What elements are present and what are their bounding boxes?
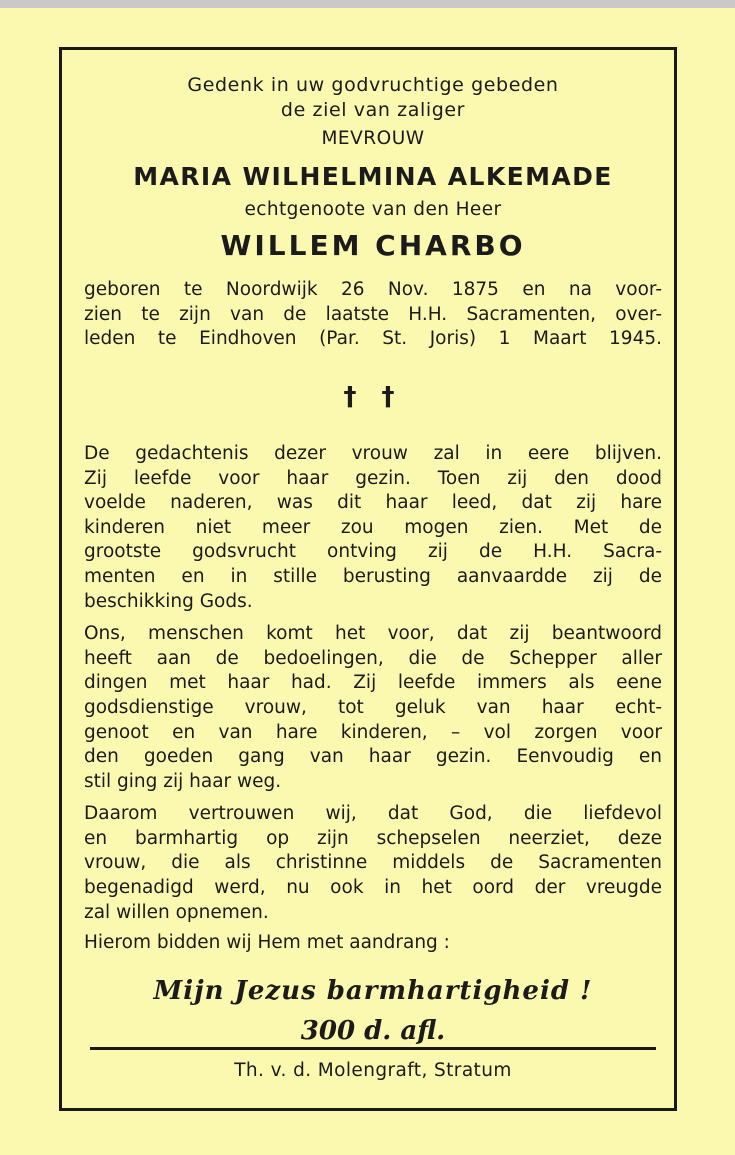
text-line: vrouw, die als christinne middels de Sacramenten (84, 852, 662, 874)
intro-line-1: Gedenk in uw godvruchtige gebeden (187, 74, 559, 96)
honorific-title: MEVROUW (321, 128, 425, 149)
intro-line-2: de ziel van zaliger (280, 99, 466, 121)
ejaculation-prayer: Mijn Jezus barmhartigheid ! (153, 975, 593, 1006)
spouse-intro: echtgenoote van den Heer (244, 198, 502, 220)
text-line: beschikking Gods. (84, 590, 253, 612)
deceased-name: MARIA WILHELMINA ALKEMADE (133, 161, 613, 191)
divider-rule (90, 1047, 656, 1050)
text-line: den goeden gang van haar gezin. Eenvoudig en (84, 746, 662, 768)
intro-text (84, 73, 662, 123)
card-content (84, 73, 662, 1048)
printer-credit: Th. v. d. Molengraft, Stratum (234, 1060, 512, 1081)
bio-line: zien te zijn van de laatste H.H. Sacramenten, over- (84, 303, 662, 325)
text-line: godsdienstige vrouw, tot geluk van haar echt- (84, 696, 662, 718)
top-edge-strip (0, 0, 735, 8)
text-line: zal willen opnemen. (84, 901, 269, 923)
bio-line: leden te Eindhoven (Par. St. Joris) 1 Maart 1945. (84, 328, 662, 350)
text-line: en barmhartig op zijn schepselen neerziet, deze (84, 827, 662, 849)
text-line: Zij leefde voor haar gezin. Toen zij den dood (84, 467, 662, 489)
text-line: genoot en van hare kinderen, – vol zorgen voor (84, 721, 662, 743)
text-line: De gedachtenis dezer vrouw zal in eere blijven. (84, 442, 662, 464)
text-line: Daarom vertrouwen wij, dat God, die liefdevol (84, 803, 662, 825)
paragraph-1 (84, 442, 662, 614)
text-line: menten en in stille berusting aanvaardde zij de (84, 565, 662, 587)
paragraph-3 (84, 802, 662, 925)
text-line: grootste godsvrucht ontving zij de H.H. Sacra- (84, 541, 662, 563)
text-line: voelde naderen, was dit haar leed, dat zij hare (84, 492, 662, 514)
bio-line: geboren te Noordwijk 26 Nov. 1875 en na voor- (84, 279, 662, 301)
text-line: stil ging zij haar weg. (84, 770, 282, 792)
spouse-name: WILLEM CHARBO (220, 229, 526, 263)
text-line: begenadigd werd, nu ook in het oord der vreugde (84, 877, 662, 899)
text-line: Ons, menschen komt het voor, dat zij beantwoord (84, 623, 662, 645)
biography (84, 278, 662, 352)
text-line: dingen met haar had. Zij leefde immers als eene (84, 672, 662, 694)
cross-symbols: † † (343, 381, 403, 412)
paragraph-2 (84, 622, 662, 794)
prayer-intro: Hierom bidden wij Hem met aandrang : (84, 932, 450, 954)
text-line: heeft aan de bedoelingen, die de Schepper aller (84, 647, 662, 669)
text-line: kinderen niet meer zou mogen zien. Met de (84, 516, 662, 538)
indulgence-note: 300 d. afl. (300, 1015, 446, 1046)
